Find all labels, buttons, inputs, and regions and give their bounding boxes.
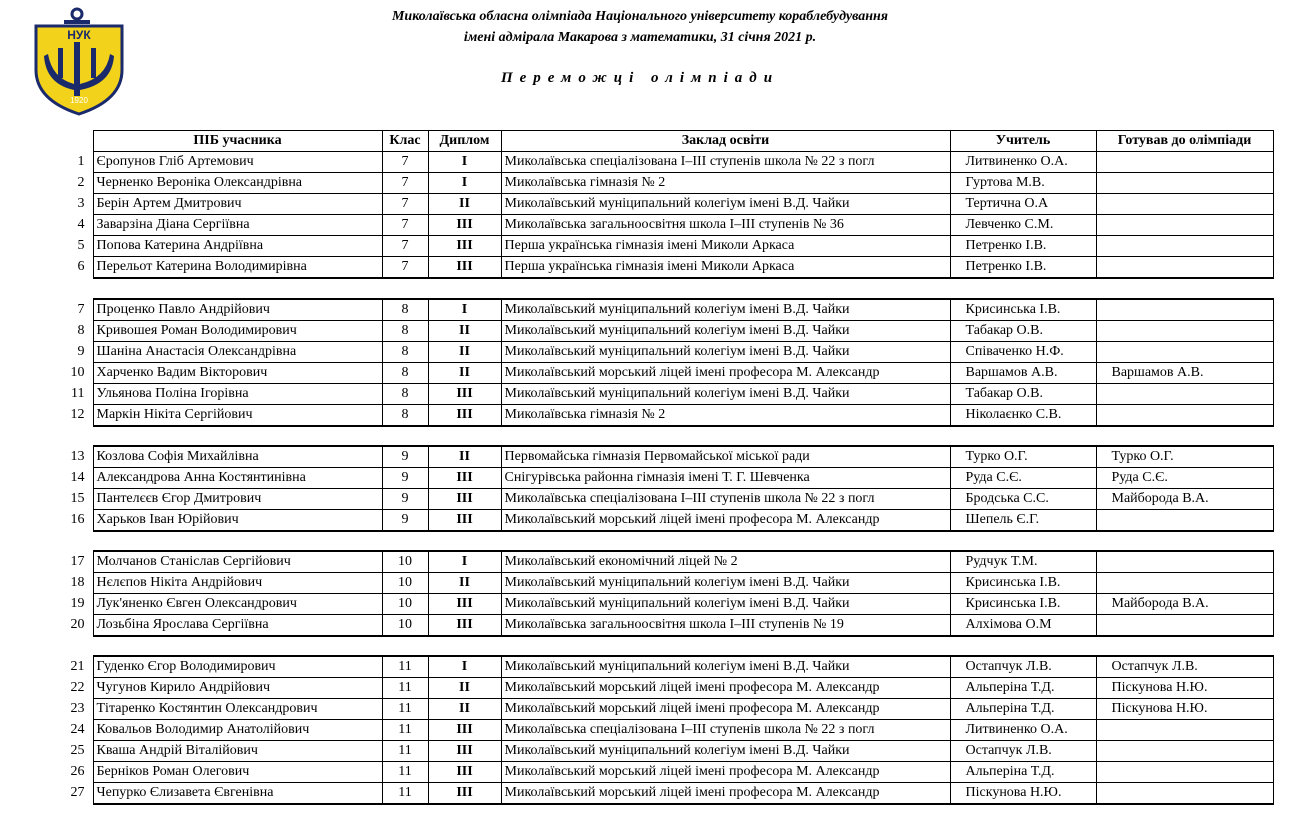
participant-name: Берін Артем Дмитрович (93, 194, 382, 215)
school-cell: Миколаївська спеціалізована І–ІІІ ступенів школа № 22 з погл (501, 720, 950, 741)
diploma-cell: III (428, 615, 501, 637)
anchor-ring-icon (72, 9, 82, 19)
teacher-cell: Руда С.Є. (950, 468, 1096, 489)
school-cell: Миколаївський морський ліцей імені професора М. Александр (501, 678, 950, 699)
teacher-cell: Гуртова М.В. (950, 173, 1096, 194)
table-row (57, 468, 1273, 489)
row-number: 8 (77, 323, 85, 338)
participant-name: Берніков Роман Олегович (93, 762, 382, 783)
prepared-by-cell (1096, 405, 1273, 427)
row-number: 20 (70, 617, 85, 633)
diploma-cell: III (428, 783, 501, 805)
class-cell: 11 (382, 656, 428, 678)
class-cell: 11 (382, 699, 428, 720)
school-cell: Миколаївський муніципальний колегіум імені В.Д. Чайки (501, 321, 950, 342)
row-number: 12 (70, 407, 85, 423)
school-cell: Первомайська гімназія Первомайської міської ради (501, 446, 950, 468)
table-row (57, 363, 1273, 384)
diploma-cell: I (428, 656, 501, 678)
school-cell: Снігурівська районна гімназія імені Т. Г. Шевченка (501, 468, 950, 489)
diploma-cell: II (428, 363, 501, 384)
class-cell: 9 (382, 446, 428, 468)
diploma-cell: III (428, 384, 501, 405)
header-name: ПІБ учасника (93, 131, 382, 152)
school-cell: Миколаївський морський ліцей імені професора М. Александр (501, 699, 950, 720)
class-cell: 11 (382, 678, 428, 699)
class-cell: 8 (382, 299, 428, 321)
teacher-cell: Шепель Є.Г. (950, 510, 1096, 532)
header-class: Клас (382, 131, 428, 152)
row-number: 11 (71, 386, 85, 401)
school-cell: Миколаївський морський ліцей імені професора М. Александр (501, 783, 950, 805)
table-row (57, 236, 1273, 257)
participant-name: Харченко Вадим Вікторович (93, 363, 382, 384)
table-row (57, 299, 1273, 321)
row-number: 19 (70, 596, 85, 611)
row-number: 4 (77, 217, 85, 232)
results-table-group (57, 298, 1274, 427)
page-subtitle: Переможці олімпіади (500, 70, 780, 86)
participant-name: Перельот Катерина Володимирівна (93, 257, 382, 279)
diploma-cell: II (428, 678, 501, 699)
teacher-cell: Остапчук Л.В. (950, 656, 1096, 678)
prepared-by-cell (1096, 741, 1273, 762)
diploma-cell: II (428, 194, 501, 215)
class-cell: 7 (382, 257, 428, 279)
school-cell: Миколаївський муніципальний колегіум імені В.Д. Чайки (501, 384, 950, 405)
prepared-by-cell: Руда С.Є. (1096, 468, 1273, 489)
school-cell: Миколаївський морський ліцей імені професора М. Александр (501, 510, 950, 532)
participant-name: Кривошея Роман Володимирович (93, 321, 382, 342)
teacher-cell: Крисинська І.В. (950, 573, 1096, 594)
table-row (57, 173, 1273, 194)
prepared-by-cell (1096, 257, 1273, 279)
diploma-cell: I (428, 152, 501, 173)
class-cell: 8 (382, 405, 428, 427)
class-cell: 9 (382, 468, 428, 489)
prepared-by-cell (1096, 236, 1273, 257)
table-row (57, 215, 1273, 236)
row-number: 3 (77, 196, 85, 211)
participant-name: Пантелєєв Єгор Дмитрович (93, 489, 382, 510)
diploma-cell: III (428, 405, 501, 427)
prepared-by-cell: Турко О.Г. (1096, 446, 1273, 468)
diploma-cell: II (428, 446, 501, 468)
header-school: Заклад освіти (501, 131, 950, 152)
teacher-cell: Петренко І.В. (950, 236, 1096, 257)
participant-name: Нєлєпов Нікіта Андрійович (93, 573, 382, 594)
table-row (57, 321, 1273, 342)
class-cell: 7 (382, 173, 428, 194)
prepared-by-cell (1096, 551, 1273, 573)
diploma-cell: II (428, 321, 501, 342)
diploma-cell: III (428, 741, 501, 762)
teacher-cell: Бродська С.С. (950, 489, 1096, 510)
row-number: 1 (77, 154, 85, 169)
teacher-cell: Табакар О.В. (950, 384, 1096, 405)
participant-name: Кваша Андрій Віталійович (93, 741, 382, 762)
teacher-cell: Варшамов А.В. (950, 363, 1096, 384)
class-cell: 7 (382, 194, 428, 215)
class-cell: 10 (382, 551, 428, 573)
prepared-by-cell (1096, 384, 1273, 405)
results-table-group (57, 445, 1274, 532)
diploma-cell: III (428, 510, 501, 532)
table-row (57, 573, 1273, 594)
class-cell: 11 (382, 720, 428, 741)
school-cell: Перша українська гімназія імені Миколи Аркаса (501, 236, 950, 257)
participant-name: Ульянова Поліна Ігорівна (93, 384, 382, 405)
diploma-cell: II (428, 573, 501, 594)
table-row (57, 783, 1273, 805)
header-line-2: імені адмірала Макарова з математики, 31 січня 2021 р. (463, 30, 817, 45)
school-cell: Миколаївська спеціалізована І–ІІІ ступенів школа № 22 з погл (501, 489, 950, 510)
table-row (57, 762, 1273, 783)
table-row (57, 384, 1273, 405)
participant-name: Проценко Павло Андрійович (93, 299, 382, 321)
participant-name: Чепурко Єлизавета Євгенівна (93, 783, 382, 805)
participant-name: Маркін Нікіта Сергійович (93, 405, 382, 427)
table-header-row (57, 131, 1273, 152)
row-number: 5 (77, 238, 85, 253)
prepared-by-cell (1096, 321, 1273, 342)
diploma-cell: III (428, 762, 501, 783)
diploma-cell: III (428, 594, 501, 615)
school-cell: Миколаївська загальноосвітня школа І–ІІІ ступенів № 36 (501, 215, 950, 236)
class-cell: 11 (382, 762, 428, 783)
class-cell: 9 (382, 510, 428, 532)
prepared-by-cell (1096, 762, 1273, 783)
table-row (57, 741, 1273, 762)
results-table-group (57, 550, 1274, 637)
diploma-cell: II (428, 699, 501, 720)
class-cell: 8 (382, 384, 428, 405)
diploma-cell: III (428, 215, 501, 236)
class-cell: 8 (382, 363, 428, 384)
row-number: 7 (77, 301, 85, 317)
participant-name: Єропунов Гліб Артемович (93, 152, 382, 173)
table-row (57, 656, 1273, 678)
participant-name: Харьков Іван Юрійович (93, 510, 382, 532)
diploma-cell: III (428, 468, 501, 489)
row-number: 16 (70, 512, 85, 528)
diploma-cell: III (428, 720, 501, 741)
table-row (57, 405, 1273, 427)
class-cell: 8 (382, 321, 428, 342)
header-prepared: Готував до олімпіади (1096, 131, 1273, 152)
row-number: 13 (70, 448, 85, 464)
university-logo (30, 4, 130, 116)
school-cell: Миколаївський морський ліцей імені професора М. Александр (501, 762, 950, 783)
prepared-by-cell (1096, 510, 1273, 532)
participant-name: Черненко Вероніка Олександрівна (93, 173, 382, 194)
diploma-cell: II (428, 342, 501, 363)
prepared-by-cell (1096, 573, 1273, 594)
prepared-by-cell: Майборода В.А. (1096, 489, 1273, 510)
participant-name: Лозьбіна Ярослава Сергіївна (93, 615, 382, 637)
diploma-cell: I (428, 173, 501, 194)
teacher-cell: Рудчук Т.М. (950, 551, 1096, 573)
class-cell: 7 (382, 215, 428, 236)
table-row (57, 720, 1273, 741)
logo-text: НУК (67, 28, 91, 42)
teacher-cell: Крисинська І.В. (950, 299, 1096, 321)
participant-name: Молчанов Станіслав Сергійович (93, 551, 382, 573)
row-number: 25 (70, 743, 85, 758)
teacher-cell: Литвиненко О.А. (950, 720, 1096, 741)
teacher-cell: Остапчук Л.В. (950, 741, 1096, 762)
row-number: 22 (70, 680, 85, 695)
teacher-cell: Альперіна Т.Д. (950, 699, 1096, 720)
teacher-cell: Ніколаєнко С.В. (950, 405, 1096, 427)
prepared-by-cell: Піскунова Н.Ю. (1096, 678, 1273, 699)
table-row (57, 342, 1273, 363)
row-number: 2 (77, 175, 85, 190)
school-cell: Миколаївський муніципальний колегіум імені В.Д. Чайки (501, 656, 950, 678)
teacher-cell: Литвиненко О.А. (950, 152, 1096, 173)
participant-name: Чугунов Кирило Андрійович (93, 678, 382, 699)
class-cell: 10 (382, 615, 428, 637)
class-cell: 7 (382, 152, 428, 173)
prepared-by-cell (1096, 299, 1273, 321)
header-diploma: Диплом (428, 131, 501, 152)
diploma-cell: III (428, 257, 501, 279)
teacher-cell: Тертична О.А (950, 194, 1096, 215)
header-number (57, 131, 93, 152)
row-number: 18 (70, 575, 85, 590)
class-cell: 11 (382, 741, 428, 762)
prepared-by-cell (1096, 173, 1273, 194)
prepared-by-cell (1096, 152, 1273, 173)
prepared-by-cell (1096, 720, 1273, 741)
participant-name: Гуденко Єгор Володимирович (93, 656, 382, 678)
table-row (57, 257, 1273, 279)
table-row (57, 551, 1273, 573)
school-cell: Миколаївський муніципальний колегіум імені В.Д. Чайки (501, 342, 950, 363)
row-number: 15 (70, 491, 85, 506)
results-table-group (57, 655, 1274, 805)
teacher-cell: Альперіна Т.Д. (950, 678, 1096, 699)
row-number: 14 (70, 470, 85, 485)
prepared-by-cell (1096, 783, 1273, 805)
diploma-cell: I (428, 299, 501, 321)
table-row (57, 678, 1273, 699)
teacher-cell: Альперіна Т.Д. (950, 762, 1096, 783)
row-number: 10 (70, 365, 85, 380)
school-cell: Миколаївський морський ліцей імені професора М. Александр (501, 363, 950, 384)
header-teacher: Учитель (950, 131, 1096, 152)
school-cell: Миколаївський економічний ліцей № 2 (501, 551, 950, 573)
school-cell: Миколаївський муніципальний колегіум імені В.Д. Чайки (501, 594, 950, 615)
participant-name: Лук'яненко Євген Олександрович (93, 594, 382, 615)
row-number: 9 (77, 344, 85, 359)
teacher-cell: Табакар О.В. (950, 321, 1096, 342)
class-cell: 10 (382, 573, 428, 594)
teacher-cell: Крисинська І.В. (950, 594, 1096, 615)
table-row (57, 489, 1273, 510)
participant-name: Козлова Софія Михайлівна (93, 446, 382, 468)
table-row (57, 152, 1273, 173)
teacher-cell: Петренко І.В. (950, 257, 1096, 279)
row-number: 6 (77, 259, 85, 275)
row-number: 21 (70, 658, 85, 674)
class-cell: 9 (382, 489, 428, 510)
school-cell: Миколаївська загальноосвітня школа І–ІІІ ступенів № 19 (501, 615, 950, 637)
row-number: 27 (70, 785, 85, 801)
results-table-group (57, 130, 1274, 279)
class-cell: 8 (382, 342, 428, 363)
teacher-cell: Левченко С.М. (950, 215, 1096, 236)
school-cell: Миколаївський муніципальний колегіум імені В.Д. Чайки (501, 573, 950, 594)
class-cell: 11 (382, 783, 428, 805)
class-cell: 7 (382, 236, 428, 257)
diploma-cell: III (428, 236, 501, 257)
participant-name: Шаніна Анастасія Олександрівна (93, 342, 382, 363)
school-cell: Миколаївський муніципальний колегіум імені В.Д. Чайки (501, 299, 950, 321)
table-row (57, 446, 1273, 468)
logo-year: 1920 (70, 96, 88, 105)
prepared-by-cell (1096, 215, 1273, 236)
school-cell: Миколаївська гімназія № 2 (501, 173, 950, 194)
participant-name: Ковальов Володимир Анатолійович (93, 720, 382, 741)
prepared-by-cell (1096, 194, 1273, 215)
prepared-by-cell: Варшамов А.В. (1096, 363, 1273, 384)
prepared-by-cell (1096, 615, 1273, 637)
table-row (57, 699, 1273, 720)
teacher-cell: Алхімова О.М (950, 615, 1096, 637)
table-row (57, 594, 1273, 615)
row-number: 23 (70, 701, 85, 716)
teacher-cell: Піскунова Н.Ю. (950, 783, 1096, 805)
school-cell: Миколаївський муніципальний колегіум імені В.Д. Чайки (501, 741, 950, 762)
diploma-cell: I (428, 551, 501, 573)
table-row (57, 615, 1273, 637)
school-cell: Миколаївський муніципальний колегіум імені В.Д. Чайки (501, 194, 950, 215)
header-line-1: Миколаївська обласна олімпіада Національного університету кораблебудування (391, 9, 888, 24)
participant-name: Попова Катерина Андріївна (93, 236, 382, 257)
teacher-cell: Співаченко Н.Ф. (950, 342, 1096, 363)
row-number: 26 (70, 764, 85, 779)
prepared-by-cell (1096, 342, 1273, 363)
participant-name: Тітаренко Костянтин Олександрович (93, 699, 382, 720)
school-cell: Перша українська гімназія імені Миколи Аркаса (501, 257, 950, 279)
class-cell: 10 (382, 594, 428, 615)
prepared-by-cell: Остапчук Л.В. (1096, 656, 1273, 678)
participant-name: Заварзіна Діана Сергіївна (93, 215, 382, 236)
prepared-by-cell: Піскунова Н.Ю. (1096, 699, 1273, 720)
table-row (57, 510, 1273, 532)
teacher-cell: Турко О.Г. (950, 446, 1096, 468)
row-number: 24 (70, 722, 85, 737)
participant-name: Александрова Анна Костянтинівна (93, 468, 382, 489)
prepared-by-cell: Майборода В.А. (1096, 594, 1273, 615)
row-number: 17 (70, 553, 85, 569)
diploma-cell: III (428, 489, 501, 510)
school-cell: Миколаївська гімназія № 2 (501, 405, 950, 427)
school-cell: Миколаївська спеціалізована І–ІІІ ступенів школа № 22 з погл (501, 152, 950, 173)
table-row (57, 194, 1273, 215)
